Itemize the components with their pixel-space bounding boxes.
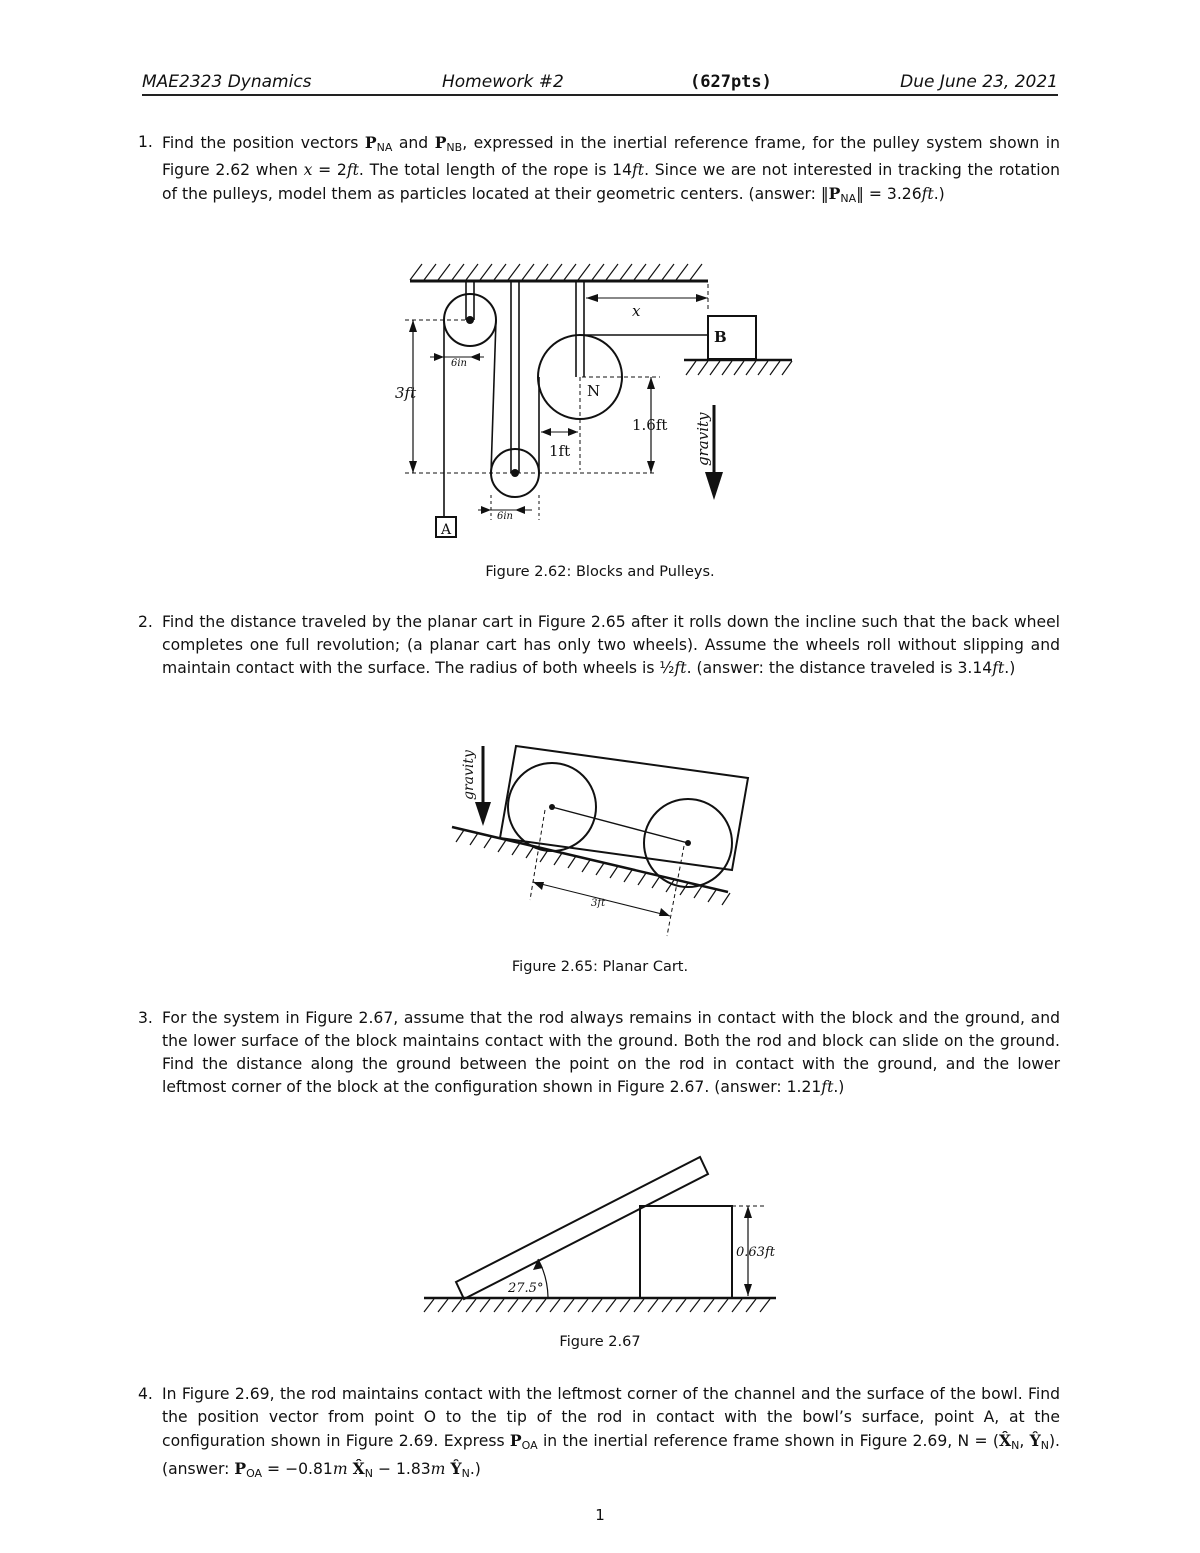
rod [456,1157,708,1299]
label-1ft: 1ft [549,442,571,460]
ceiling-hatch [410,264,702,280]
page-number: 1 [595,1506,605,1524]
label-6in-top: 6in [451,358,468,369]
block [640,1206,732,1298]
homework-title: Homework #2 [442,72,564,92]
problem-number: 2. [138,613,153,631]
problem-number: 3. [138,1009,153,1027]
label-3ft: 3ft [591,898,606,909]
problem-text: In Figure 2.69, the rod maintains contact with the leftmost corner of the channel and the surface of the bowl. Find the position vector from point O to the tip of the rod in contact with the bowl’s surface, point A, at the configuration shown in Figure 2.69. Express $P_{OA}$ in the inertial reference frame shown in Figure 2.69, $N = (X̂_N$, $Ŷ_N$). (answer: $P_{OA} = -0.81m$ $X̂_N - 1.83m$ $Ŷ_N$.) [162,1385,1061,1480]
course-title: MAE2323 Dynamics [142,72,312,92]
label-angle: 27.5° [508,1281,544,1296]
page-header [142,72,1058,96]
label-n: N [587,382,601,400]
problem-4 [138,1383,1061,1485]
figure-2-67-rod-block [420,1150,780,1320]
label-x: x [632,302,641,320]
due-date: Due June 23, 2021 [900,72,1058,92]
label-3ft: 3ft [395,384,417,402]
problem-number: 1. [138,133,153,151]
figure-2-62-caption: Figure 2.62: Blocks and Pulleys. [485,564,715,580]
problem-text: Find the distance traveled by the planar cart in Figure 2.65 after it rolls down the incline such that the back wheel completes one full revolution; (a planar cart has only two wheels). Assume the wheels roll without slipping and maintain contact with the surface. The radius of both wheels is ½ft. (answer: the distance traveled is 3.14ft.) [162,613,1060,677]
problem-2 [138,611,1060,680]
figure-2-65-planar-cart [440,735,740,940]
ground-hatch [424,1299,770,1312]
problem-text: For the system in Figure 2.67, assume that the rod always remains in contact with the block and the ground, and the lower surface of the block maintains contact with the ground. Both the rod and block can slide on the ground. Find the distance along the ground between the point on the rod in contact with the ground, and the lower leftmost corner of the block at the configuration shown in Figure 2.67. (answer: 1.21ft.) [162,1009,1060,1096]
label-1-6ft: 1.6ft [632,416,668,434]
label-height: 0.63ft [736,1245,775,1260]
problem-1 [138,131,1060,210]
incline [452,827,728,892]
problem-text: Find the position vectors $P_{NA}$ and $P_{NB}$, expressed in the inertial reference frame, for the pulley system shown in Figure 2.62 when x = 2ft. The total length of the rope is 14ft. Since we are not interested in tracking the rotation of the pulleys, model them as particles located at their geometric centers. (answer: $‖P_{NA}‖ = 3.26ft$.) [162,133,1060,205]
label-gravity: gravity [461,750,477,800]
problem-number: 4. [138,1385,153,1403]
figure-2-65-caption: Figure 2.65: Planar Cart. [511,959,689,975]
problem-3 [138,1007,1060,1099]
label-gravity: gravity [694,412,712,466]
label-b: B [714,328,727,346]
label-a: A [441,522,452,538]
label-6in-bottom: 6in [497,511,514,522]
figure-2-62-pulleys [390,255,810,555]
points-total: (627pts) [690,72,772,92]
figure-2-67-caption: Figure 2.67 [559,1334,641,1350]
